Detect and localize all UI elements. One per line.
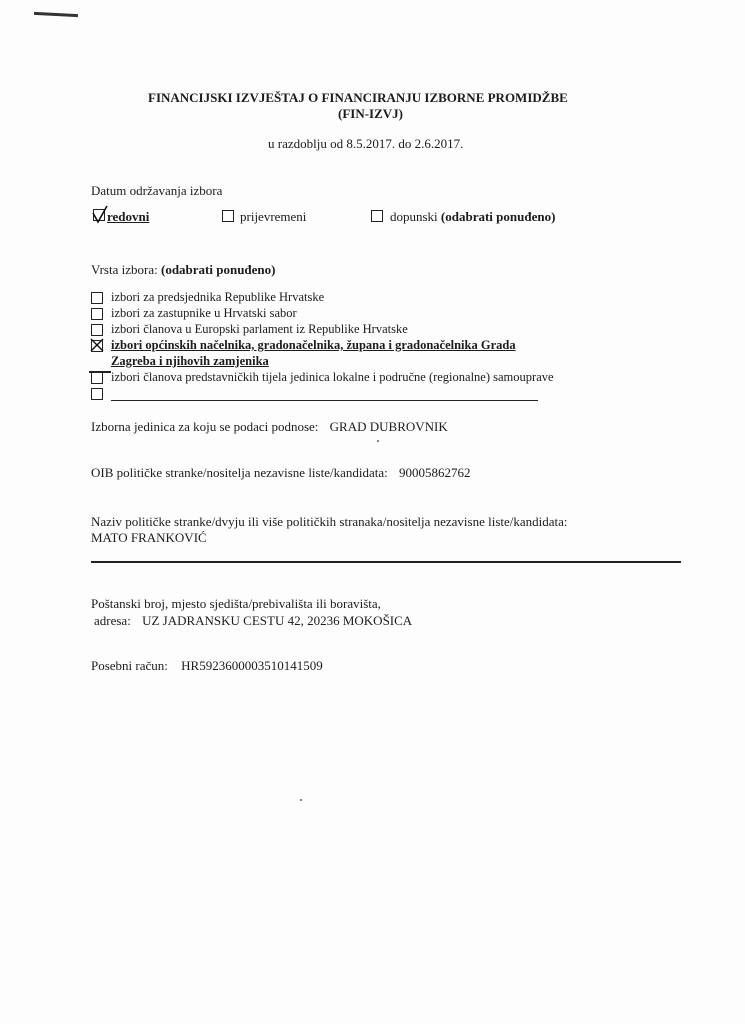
timing-hint: (odabrati ponuđeno) [440, 209, 556, 224]
other-type-blank-line [111, 400, 538, 401]
constituency-value: GRAD DUBROVNIK [329, 419, 448, 434]
oib-value: 90005862762 [399, 465, 471, 480]
election-type-label: Vrsta izbora: [91, 262, 158, 277]
form-title: FINANCIJSKI IZVJEŠTAJ O FINANCIRANJU IZBORNE PROMIDŽBE [148, 90, 568, 105]
party-name-line [91, 561, 681, 563]
option-redovni-label: redovni [107, 209, 150, 224]
scan-speck [300, 799, 302, 801]
type-local-councils-label: izbori članova predstavničkih tijela jedinica lokalne i područne (regionalne) samouprave [111, 370, 554, 384]
option-dopunski-group [390, 209, 555, 225]
address-value: UZ JADRANSKU CESTU 42, 20236 MOKOŠICA [142, 613, 413, 628]
election-date-label: Datum održavanja izbora [91, 183, 223, 198]
election-type-hint: (odabrati ponuđeno) [160, 262, 276, 277]
checkmark-icon [92, 207, 108, 223]
account-row [91, 658, 323, 674]
oib-label: OIB političke stranke/nositelja nezavisne liste/kandidata: [91, 465, 388, 480]
option-dopunski-label: dopunski [390, 209, 438, 224]
checkbox-type-other[interactable] [91, 388, 103, 400]
reporting-period: u razdoblju od 8.5.2017. do 2.6.2017. [268, 136, 464, 151]
checkbox-type-eu[interactable] [91, 324, 103, 336]
election-type-heading [91, 262, 275, 278]
constituency-row [91, 419, 448, 435]
constituency-label: Izborna jedinica za koju se podaci podnose: [91, 419, 319, 434]
type-parliament-label: izbori za zastupnike u Hrvatski sabor [111, 306, 297, 320]
cross-mark-icon [90, 338, 104, 352]
address-label: Poštanski broj, mjesto sjedišta/prebivališta ili boravišta, [91, 596, 381, 611]
checkbox-prijevremeni[interactable] [222, 210, 234, 222]
party-name-value: MATO FRANKOVIĆ [91, 530, 207, 545]
form-code: (FIN-IZVJ) [338, 106, 403, 121]
checkbox-type-local-councils[interactable] [91, 372, 103, 384]
account-label: Posebni račun: [91, 658, 168, 673]
oib-row [91, 465, 471, 481]
option-prijevremeni-label: prijevremeni [240, 209, 307, 224]
checkbox-type-local-executives[interactable] [91, 340, 103, 352]
address-prefix: adresa: [94, 613, 131, 628]
checkbox-redovni[interactable] [93, 209, 105, 221]
type-local-executives-label-cont: Zagreba i njihovih zamjenika [111, 354, 269, 368]
party-name-label: Naziv političke stranke/dvyju ili više političkih stranaka/nositelja nezavisne liste/kandidata: [91, 514, 568, 529]
account-value: HR5923600003510141509 [181, 658, 323, 673]
type-eu-label: izbori članova u Europski parlament iz Republike Hrvatske [111, 322, 408, 336]
checkbox-type-president[interactable] [91, 292, 103, 304]
checkbox-dopunski[interactable] [371, 210, 383, 222]
type-president-label: izbori za predsjednika Republike Hrvatske [111, 290, 325, 304]
address-row [94, 613, 412, 629]
scan-mark [34, 12, 78, 17]
checkbox-type-parliament[interactable] [91, 308, 103, 320]
scan-speck [377, 440, 379, 442]
type-local-executives-label: izbori općinskih načelnika, gradonačelnika, župana i gradonačelnika Grada [111, 338, 516, 352]
